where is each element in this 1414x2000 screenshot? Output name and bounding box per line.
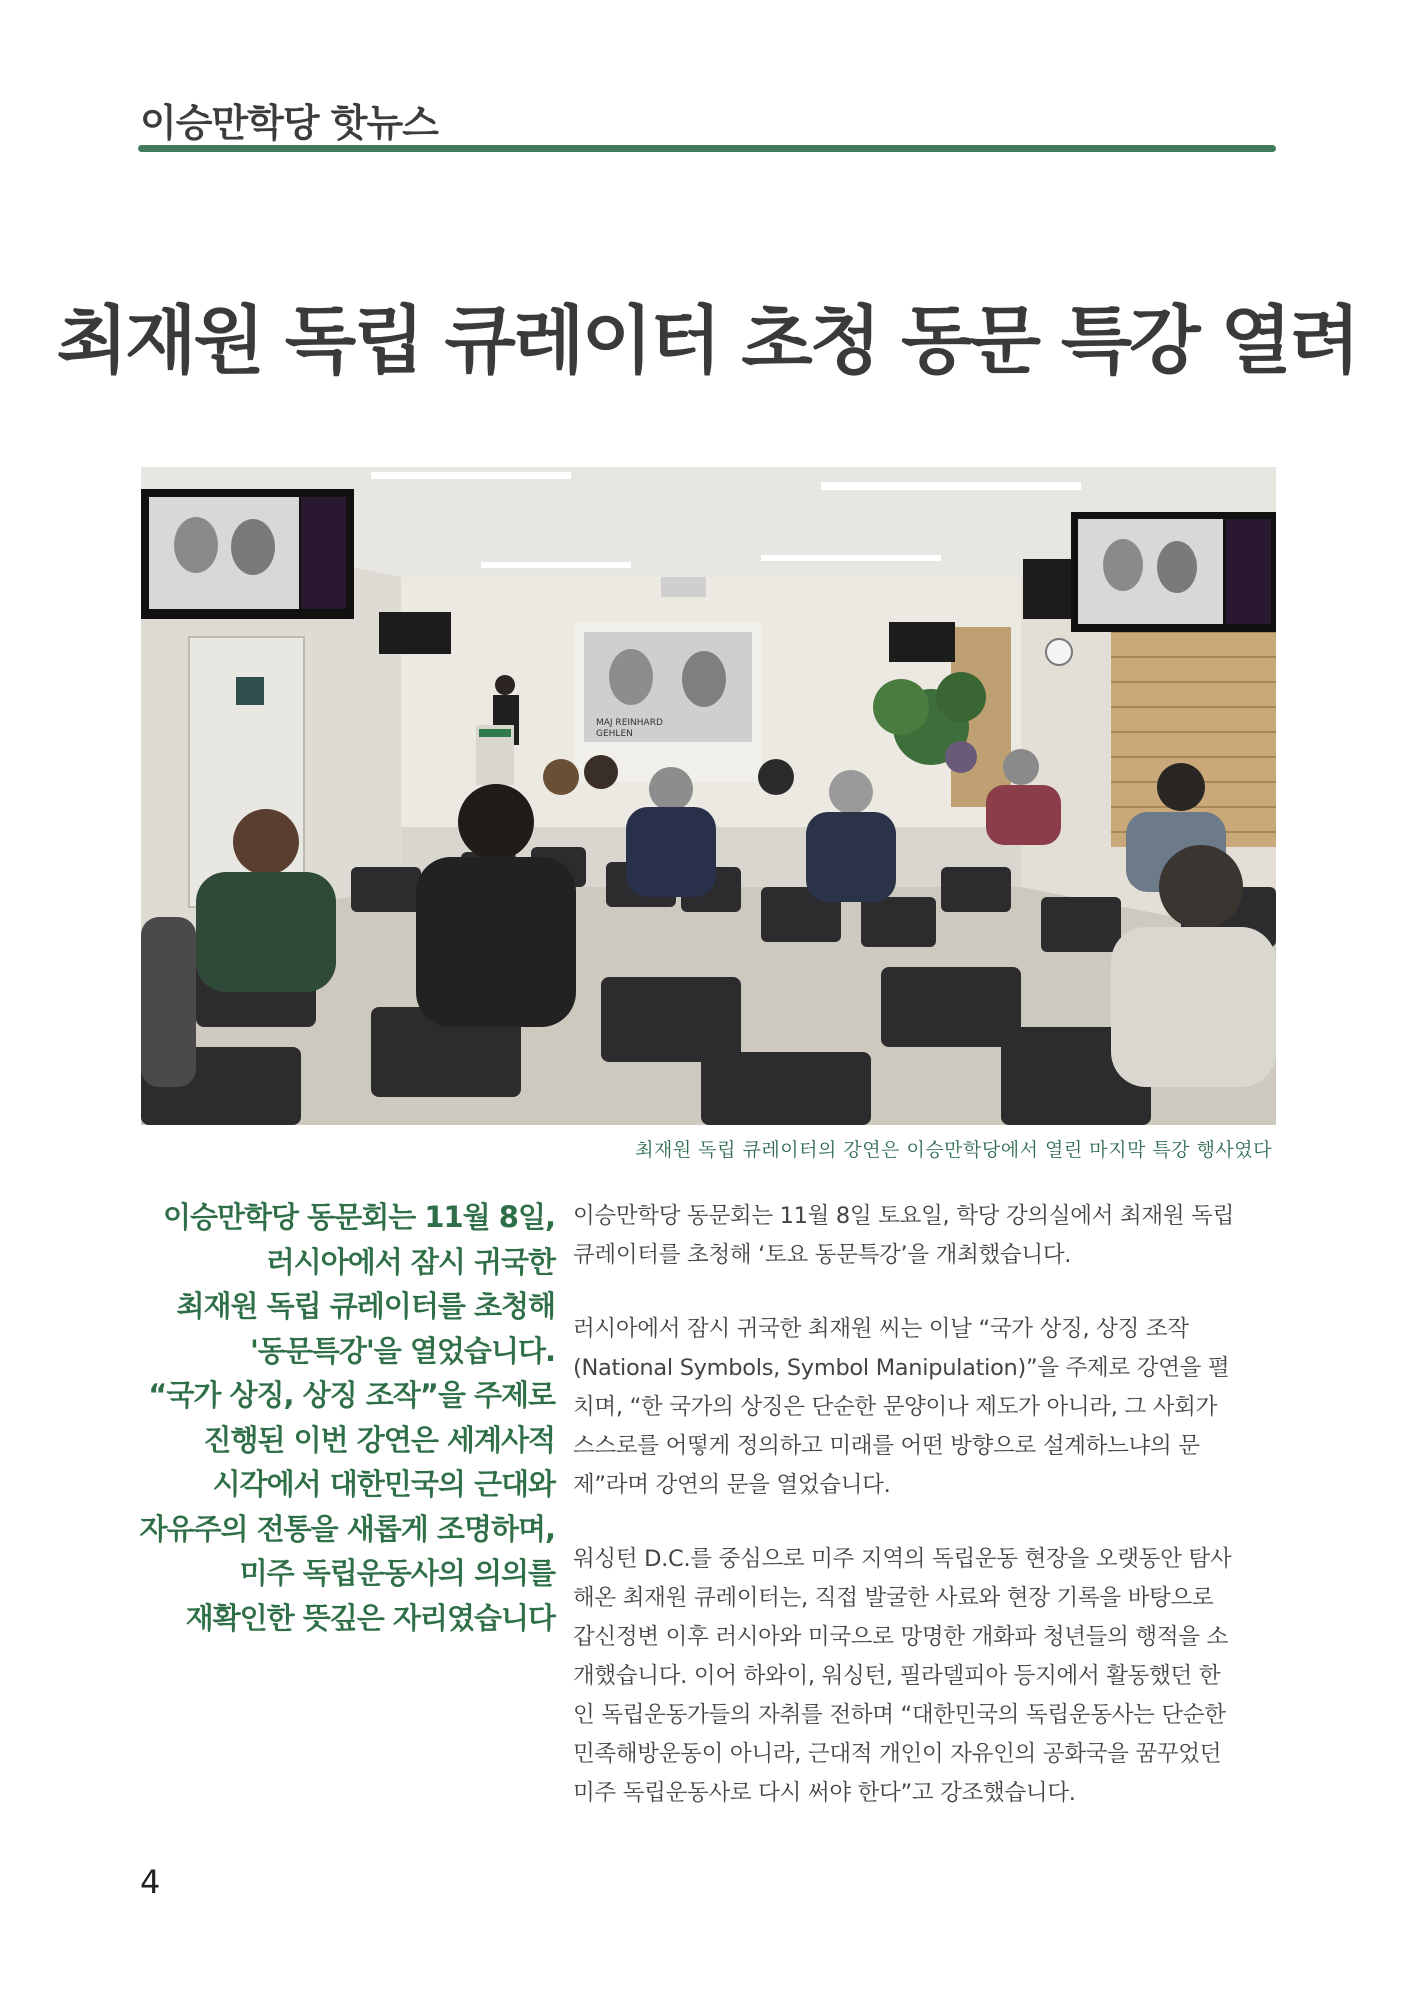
body-line: 인 독립운동가들의 자취를 전하며 “대한민국의 독립운동사는 단순한 (573, 1702, 1226, 1728)
body-line: 개했습니다. 이어 하와이, 워싱턴, 필라델피아 등지에서 활동했던 한 (573, 1663, 1221, 1689)
page-number: 4 (140, 1863, 161, 1901)
pull-quote (135, 1195, 555, 1640)
body-line: 해온 최재원 큐레이터는, 직접 발굴한 사료와 현장 기록을 바탕으로 (573, 1585, 1214, 1611)
article-body (573, 1197, 1278, 1848)
body-line: 워싱턴 D.C.를 중심으로 미주 지역의 독립운동 현장을 오랫동안 탐사 (573, 1546, 1232, 1572)
section-header: 이승만학당 핫뉴스 (140, 101, 438, 145)
pull-quote-line: 재확인한 뜻깊은 자리였습니다 (185, 1600, 555, 1635)
body-line: 스스로를 어떻게 정의하고 미래를 어떤 방향으로 설계하느냐의 문 (573, 1433, 1200, 1459)
pull-quote-line: 미주 독립운동사의 의의를 (239, 1556, 555, 1590)
pull-quote-line: 이승만학당 동문회는 11월 8일, (163, 1200, 555, 1234)
body-line: (National Symbols, Symbol Manipulation)”을 주제로 강연을 펼 (573, 1355, 1230, 1381)
body-line: 이승만학당 동문회는 11월 8일 토요일, 학당 강의실에서 최재원 독립 (573, 1203, 1235, 1229)
pull-quote-line: “국가 상징, 상징 조작”을 주제로 (148, 1378, 555, 1412)
pull-quote-line: '동문특강'을 열었습니다. (249, 1333, 555, 1368)
body-line: 큐레이터를 초청해 ‘토요 동문특강’을 개최했습니다. (573, 1242, 1072, 1268)
body-paragraph (573, 1540, 1278, 1813)
pull-quote-line: 러시아에서 잠시 귀국한 (266, 1244, 555, 1279)
photo-caption: 최재원 독립 큐레이터의 강연은 이승만학당에서 열린 마지막 특강 행사였다 (635, 1139, 1272, 1161)
body-line: 제”라며 강연의 문을 열었습니다. (573, 1472, 891, 1498)
body-line: 미주 독립운동사로 다시 써야 한다”고 강조했습니다. (573, 1780, 1076, 1806)
svg-text:GEHLEN: GEHLEN (596, 729, 633, 739)
article-title: 최재원 독립 큐레이터 초청 동문 특강 열려 (56, 298, 1358, 384)
pull-quote-line: 시각에서 대한민국의 근대와 (212, 1467, 555, 1501)
pull-quote-line: 최재원 독립 큐레이터를 초청해 (176, 1289, 555, 1323)
body-line: 갑신정변 이후 러시아와 미국으로 망명한 개화파 청년들의 행적을 소 (573, 1624, 1228, 1650)
pull-quote-line: 진행된 이번 강연은 세계사적 (203, 1422, 555, 1457)
svg-text:MAJ REINHARD: MAJ REINHARD (596, 718, 663, 728)
pull-quote-line: 자유주의 전통을 새롭게 조명하며, (139, 1511, 555, 1546)
body-line: 러시아에서 잠시 귀국한 최재원 씨는 이날 “국가 상징, 상징 조작 (573, 1316, 1189, 1342)
header-rule (138, 145, 1276, 152)
lecture-photo (141, 467, 1276, 1125)
body-paragraph (573, 1310, 1278, 1505)
body-line: 민족해방운동이 아니라, 근대적 개인이 자유인의 공화국을 꿈꾸었던 (573, 1741, 1222, 1767)
body-paragraph (573, 1197, 1278, 1275)
body-line: 치며, “한 국가의 상징은 단순한 문양이나 제도가 아니라, 그 사회가 (573, 1394, 1218, 1420)
